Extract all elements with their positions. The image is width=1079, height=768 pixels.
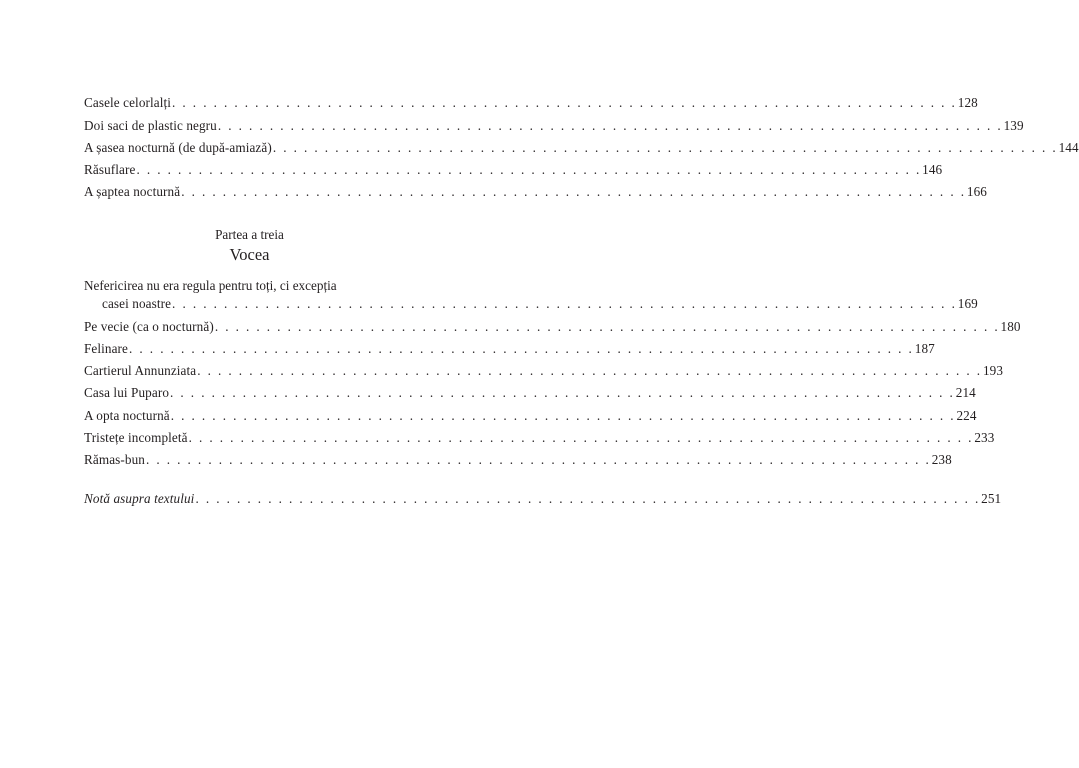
dot-leader: . . . . . . . . . . . . . . . . . . . . . . . . . . . . . . . . . . . . . . . . . . . . . . . . . . . . . . . . . . . . . . . . . . . . . . . . . . . . (181, 184, 966, 199)
dot-leader: . . . . . . . . . . . . . . . . . . . . . . . . . . . . . . . . . . . . . . . . . . . . . . . . . . . . . . . . . . . . . . . . . . . . . . . . . . . . (214, 319, 1000, 334)
toc-entry-page: 238 (931, 452, 952, 467)
toc-entry-page: 128 (957, 95, 978, 110)
dot-leader: . . . . . . . . . . . . . . . . . . . . . . . . . . . . . . . . . . . . . . . . . . . . . . . . . . . . . . . . . . . . . . . . . . . . . . . . . . . . (172, 296, 957, 311)
toc-entry (84, 429, 995, 446)
toc-entry (84, 117, 1024, 134)
dot-leader: . . . . . . . . . . . . . . . . . . . . . . . . . . . . . . . . . . . . . . . . . . . . . . . . . . . . . . . . . . . . . . . . . . . . . . . . . . . . (272, 140, 1058, 155)
toc-entry (84, 161, 943, 178)
toc-entry-title: Pe vecie (ca o nocturnă) (84, 319, 214, 334)
toc-entry-title-line1: Nefericirea nu era regula pentru toți, ci excepția (84, 278, 337, 293)
dot-leader: . . . . . . . . . . . . . . . . . . . . . . . . . . . . . . . . . . . . . . . . . . . . . . . . . . . . . . . . . . . . . . . . . . . . . . . . . . . . (136, 162, 922, 177)
dot-leader: . . . . . . . . . . . . . . . . . . . . . . . . . . . . . . . . . . . . . . . . . . . . . . . . . . . . . . . . . . . . . . . . . . . . . . . . . . . . (195, 491, 981, 506)
dot-leader: . . . . . . . . . . . . . . . . . . . . . . . . . . . . . . . . . . . . . . . . . . . . . . . . . . . . . . . . . . . . . . . . . . . . . . . . . . . . (145, 452, 931, 467)
toc-entry-page: 166 (966, 184, 988, 199)
toc-entry-title-line2: casei noastre (102, 296, 172, 311)
toc-entry-title: Casele celorlalți (84, 95, 172, 110)
toc-entry-title: A șaptea nocturnă (84, 184, 181, 199)
toc-entry-page: 180 (1000, 319, 1021, 334)
toc-entry (84, 407, 977, 424)
toc-entry-page: 193 (982, 363, 1004, 378)
toc-entry-title: Notă asupra textului (84, 491, 195, 506)
toc-entry-page: 139 (1003, 118, 1024, 133)
toc-entry-title: A șasea nocturnă (de după-amiază) (84, 140, 272, 155)
part-title: Vocea (229, 245, 270, 264)
toc-entry-page: 214 (955, 385, 976, 400)
toc-entry-page: 233 (974, 430, 995, 445)
toc-entry (84, 139, 1079, 156)
dot-leader: . . . . . . . . . . . . . . . . . . . . . . . . . . . . . . . . . . . . . . . . . . . . . . . . . . . . . . . . . . . . . . . . . . . . . . . . . . . . (170, 385, 955, 400)
toc-entry (84, 384, 976, 401)
dot-leader: . . . . . . . . . . . . . . . . . . . . . . . . . . . . . . . . . . . . . . . . . . . . . . . . . . . . . . . . . . . . . . . . . . . . . . . . . . . . (217, 118, 1003, 133)
toc-entry-page: 144 (1058, 140, 1079, 155)
toc-entry-title: A opta nocturnă (84, 408, 170, 423)
dot-leader: . . . . . . . . . . . . . . . . . . . . . . . . . . . . . . . . . . . . . . . . . . . . . . . . . . . . . . . . . . . . . . . . . . . . . . . . . . . . (129, 341, 914, 356)
toc-entry-note (84, 490, 1002, 507)
dot-leader: . . . . . . . . . . . . . . . . . . . . . . . . . . . . . . . . . . . . . . . . . . . . . . . . . . . . . . . . . . . . . . . . . . . . . . . . . . . . (188, 430, 974, 445)
toc-entry-page: 169 (957, 296, 978, 311)
toc-entry-page: 146 (922, 162, 943, 177)
part-label: Partea a treia (215, 227, 284, 242)
toc-entry (102, 295, 978, 312)
toc-entry-title: Tristețe incompletă (84, 430, 188, 445)
toc-entry-page: 187 (914, 341, 935, 356)
toc-entry-title: Cartierul Annunziata (84, 363, 197, 378)
dot-leader: . . . . . . . . . . . . . . . . . . . . . . . . . . . . . . . . . . . . . . . . . . . . . . . . . . . . . . . . . . . . . . . . . . . . . . . . . . . . (172, 95, 957, 110)
dot-leader: . . . . . . . . . . . . . . . . . . . . . . . . . . . . . . . . . . . . . . . . . . . . . . . . . . . . . . . . . . . . . . . . . . . . . . . . . . . . (197, 363, 982, 378)
toc-entry-title: Rămas-bun (84, 452, 145, 467)
toc-entry (84, 94, 978, 111)
toc-entry (84, 183, 988, 200)
toc-entry-title: Răsuflare (84, 162, 136, 177)
toc-entry (84, 340, 935, 357)
toc-entry (84, 318, 1021, 335)
toc-entry-page: 251 (981, 491, 1002, 506)
toc-entry (84, 362, 1004, 379)
toc-entry-title: Doi saci de plastic negru (84, 118, 217, 133)
toc-entry (84, 451, 952, 468)
dot-leader: . . . . . . . . . . . . . . . . . . . . . . . . . . . . . . . . . . . . . . . . . . . . . . . . . . . . . . . . . . . . . . . . . . . . . . . . . . . . (170, 408, 956, 423)
toc-entry-title: Felinare (84, 341, 129, 356)
toc-entry-title: Casa lui Puparo (84, 385, 170, 400)
toc-entry-page: 224 (956, 408, 977, 423)
